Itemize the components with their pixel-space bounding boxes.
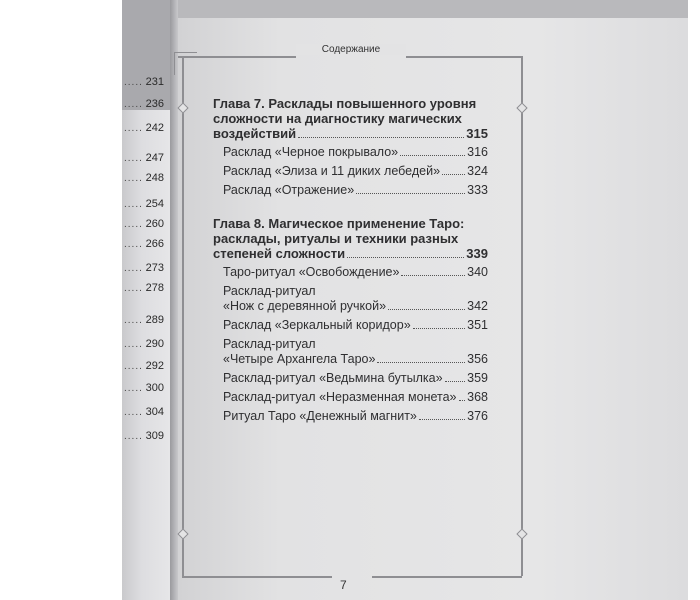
dot-leader (442, 174, 465, 175)
toc-entry-row (223, 409, 488, 424)
left-page-number: 292 (145, 360, 164, 372)
dot-leader (347, 257, 464, 258)
left-page-number: 248 (145, 172, 164, 184)
toc-entry-title: Ритуал Таро «Денежный магнит» (223, 409, 417, 423)
frame-tick (182, 505, 184, 513)
chapter-title-line: Глава 7. Расклады повышенного уровня (213, 96, 477, 111)
chapter-heading (213, 216, 488, 261)
left-page-dot-leader: ..... (124, 339, 143, 350)
toc-entry-row (223, 318, 488, 333)
page-ref: 376 (467, 409, 488, 423)
page-ref: 359 (467, 371, 488, 385)
dot-leader (388, 309, 465, 310)
page-ref: 315 (466, 126, 488, 141)
page-ref: 324 (467, 164, 488, 178)
left-page-number: 236 (145, 98, 164, 110)
page-ref: 368 (467, 390, 488, 404)
toc-entry (213, 371, 488, 386)
background-right (688, 0, 700, 600)
chapter-title-line: степеней сложности (213, 246, 346, 261)
left-page-number: 231 (145, 76, 164, 88)
toc-entry-row (223, 145, 488, 160)
page-ref: 333 (467, 183, 488, 197)
dot-leader (419, 419, 465, 420)
dot-leader (356, 193, 465, 194)
left-page-dot-leader: ..... (124, 123, 143, 134)
frame-corner-top-left (174, 52, 197, 75)
frame-tick (521, 80, 523, 88)
left-page-number: 278 (145, 282, 164, 294)
left-page-dot-leader: ..... (124, 99, 143, 110)
toc-entry-row (223, 183, 488, 198)
toc-entry-title: «Нож с деревянной ручкой» (223, 299, 387, 313)
left-page-dot-leader: ..... (124, 263, 143, 274)
toc-entry (213, 337, 488, 367)
toc-entry-row (223, 265, 488, 280)
frame-bottom-left-line (182, 576, 332, 578)
left-page-shadow (122, 0, 170, 110)
toc-entry-title: Расклад-ритуал «Неразменная монета» (223, 390, 457, 404)
left-page-number: 247 (145, 152, 164, 164)
toc-entry (213, 145, 488, 160)
left-page-number: 304 (145, 406, 164, 418)
section-gap (213, 202, 488, 216)
toc-entry-row (223, 299, 488, 314)
page-ref: 339 (466, 246, 488, 261)
left-page-dot-leader: ..... (124, 431, 143, 442)
toc-entry-row (223, 390, 488, 405)
toc-entry (213, 265, 488, 280)
left-page-number: 309 (145, 430, 164, 442)
page-ref: 351 (467, 318, 488, 332)
frame-diamond-left-top (177, 102, 188, 113)
dot-leader (298, 137, 464, 138)
toc-page (178, 0, 688, 600)
left-page-dot-leader: ..... (124, 239, 143, 250)
page-title: Содержание (296, 44, 406, 55)
chapter-title-line: расклады, ритуалы и техники разных (213, 231, 459, 246)
page-ref: 342 (467, 299, 488, 313)
frame-tick (182, 80, 184, 88)
dot-leader (401, 275, 465, 276)
toc-entry-line: Расклад-ритуал (223, 284, 316, 298)
chapter-heading (213, 96, 488, 141)
toc-entry (213, 409, 488, 424)
left-page-number: 273 (145, 262, 164, 274)
toc-entry-title: Таро-ритуал «Освобождение» (223, 265, 400, 279)
toc-entry-title: Расклад «Отражение» (223, 183, 355, 197)
page-top-shadow (178, 0, 688, 18)
toc-entry-line: Расклад-ритуал (223, 337, 316, 351)
left-page-dot-leader: ..... (124, 315, 143, 326)
left-page-dot-leader: ..... (124, 199, 143, 210)
left-page-dot-leader: ..... (124, 407, 143, 418)
left-page-dot-leader: ..... (124, 153, 143, 164)
left-page-number: 289 (145, 314, 164, 326)
page-ref: 316 (467, 145, 488, 159)
frame-tick (521, 505, 523, 513)
left-page-edge (122, 0, 170, 600)
left-page-number: 242 (145, 122, 164, 134)
chapter-title-line: Глава 8. Магическое применение Таро: (213, 216, 465, 231)
left-page-dot-leader: ..... (124, 219, 143, 230)
chapter-title-row (213, 246, 488, 261)
chapter-title-row (213, 126, 488, 141)
left-page-number: 254 (145, 198, 164, 210)
toc-entry (213, 390, 488, 405)
chapter-title-line: сложности на диагностику магических (213, 111, 462, 126)
left-page-number: 290 (145, 338, 164, 350)
frame-diamond-right-top (516, 102, 527, 113)
left-page-dot-leader: ..... (124, 283, 143, 294)
page-number: 7 (340, 578, 347, 592)
frame-top-right-line (406, 56, 521, 58)
toc-entry (213, 318, 488, 333)
toc-entry-title: Расклад «Черное покрывало» (223, 145, 399, 159)
toc-entry-title: Расклад «Элиза и 11 диких лебедей» (223, 164, 441, 178)
toc-entry-title: Расклад-ритуал «Ведьмина бутылка» (223, 371, 443, 385)
dot-leader (445, 381, 466, 382)
frame-diamond-left-bottom (177, 528, 188, 539)
dot-leader (459, 400, 466, 401)
toc-entry-row (223, 371, 488, 386)
page-ref: 340 (467, 265, 488, 279)
chapter-title-line: воздействий (213, 126, 297, 141)
frame-bottom-right-line (372, 576, 522, 578)
left-page-number: 266 (145, 238, 164, 250)
left-page-number: 300 (145, 382, 164, 394)
left-page-dot-leader: ..... (124, 383, 143, 394)
page-ref: 356 (467, 352, 488, 366)
toc-entry-title: «Четыре Архангела Таро» (223, 352, 376, 366)
left-page-dot-leader: ..... (124, 173, 143, 184)
dot-leader (413, 328, 466, 329)
dot-leader (377, 362, 465, 363)
toc-entry (213, 284, 488, 314)
toc-entry (213, 164, 488, 179)
toc-entry-title: Расклад «Зеркальный коридор» (223, 318, 411, 332)
table-of-contents (213, 96, 488, 428)
left-page-number: 260 (145, 218, 164, 230)
toc-entry-row (223, 164, 488, 179)
frame-diamond-right-bottom (516, 528, 527, 539)
frame-right-line (521, 56, 523, 576)
toc-entry (213, 183, 488, 198)
toc-entry-row (223, 352, 488, 367)
left-page-dot-leader: ..... (124, 77, 143, 88)
frame-left-line (182, 56, 184, 576)
left-page-dot-leader: ..... (124, 361, 143, 372)
dot-leader (400, 155, 465, 156)
